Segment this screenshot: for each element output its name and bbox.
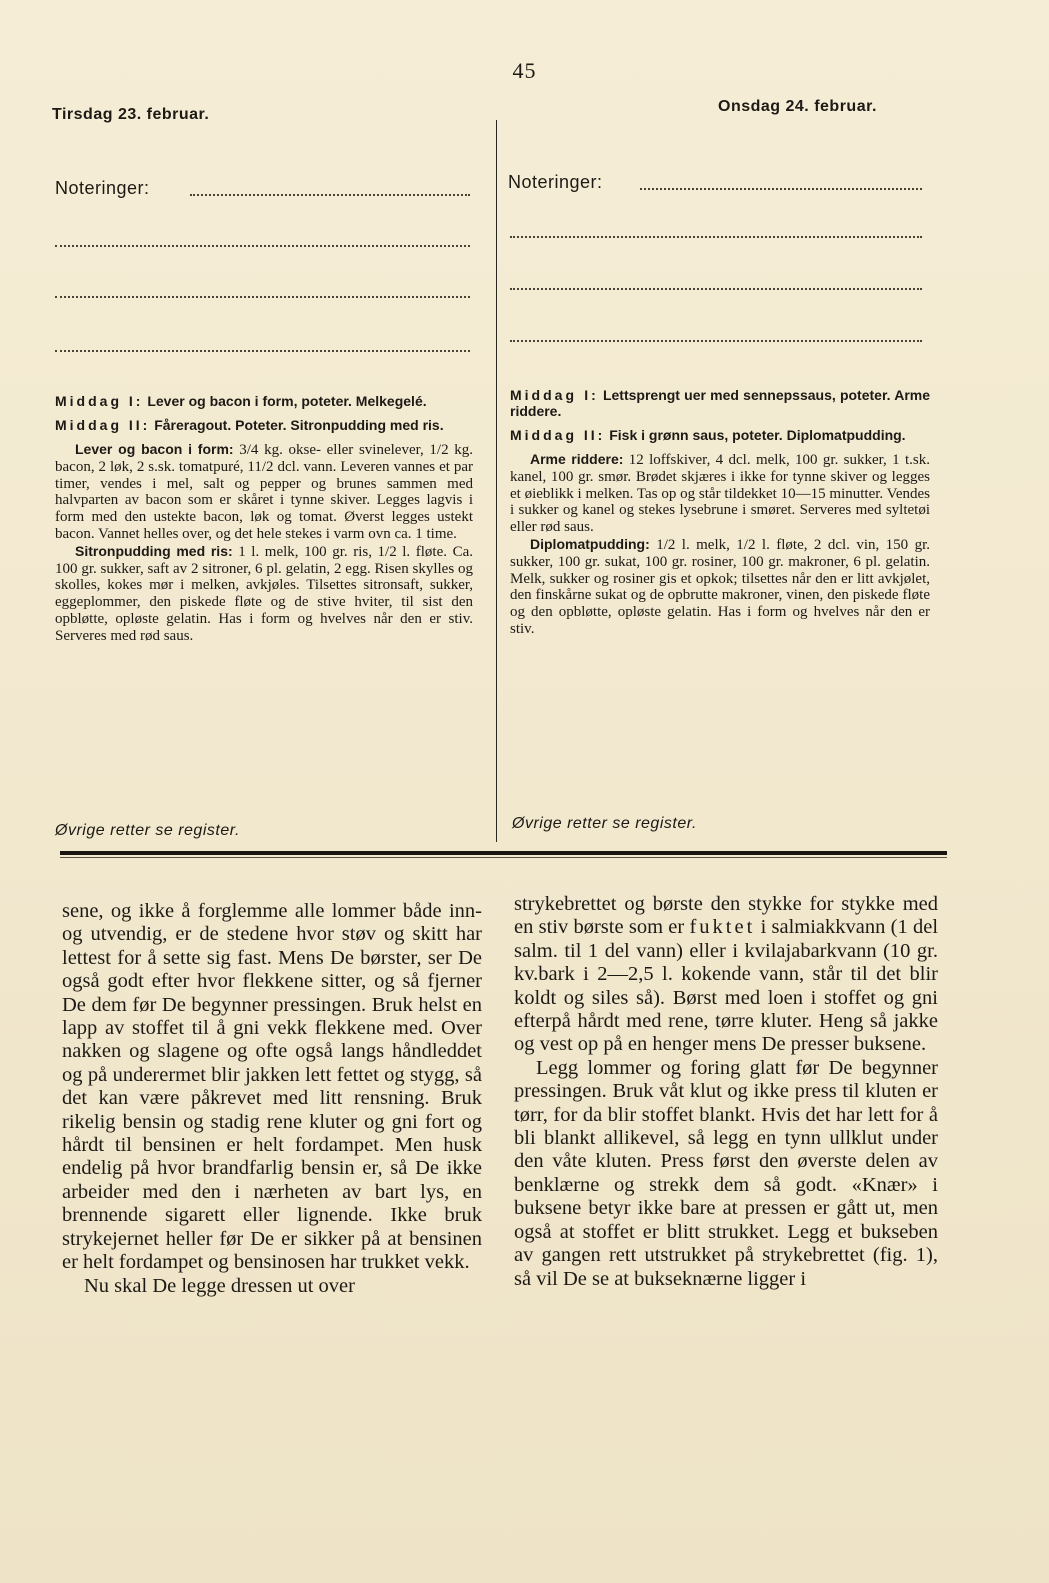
- right-notes-line-1: [640, 188, 922, 190]
- article-left-paragraph-2: Nu skal De legge dressen ut over: [84, 1274, 355, 1297]
- article-right-column: [514, 893, 938, 1291]
- left-notes-line-2: [55, 245, 470, 247]
- right-recipes: [510, 387, 930, 638]
- left-recipe-1: Lever og bacon i form: 3/4 kg. okse- eller svinelever, 1/2 kg. bacon, 2 løk, 2 s.sk. tomatpuré, 11/2 dcl. vann. Leveren vannes et par timer, vendes i mel, salt og pepper og brunes sammen med halvparten av bacon som er skåret i tynne skiver. Legges lagvis i form med den ustekte bacon, løk og tomat. Øverst legges ustekt bacon. Vannet helles over, og det hele stekes i varm ovn ca. 1 time.: [55, 441, 473, 542]
- article-right-paragraph-2: Legg lommer og foring glatt før De begynner pressingen. Bruk våt klut og ikke press til kluten er tørr, for da blir stoffet blankt. Hvis det har lett for å bli blankt allikevel, så legg en tynn ullklut under den våte kluten. Press først den øverste delen av benklærne og strekk dem så godt. «Knær» i buksene betyr ikke bare at pressen er gått ut, men også at stoffet er blitt strukket. Legg et bukseben av gangen rett utstrukket på strykebrettet (fig. 1), så vil De se at bukseknærne ligger i: [514, 1056, 938, 1290]
- right-notes-label: Noteringer:: [508, 172, 603, 192]
- article-right-paragraph-1: strykebrettet og børste den stykke for stykke med en stiv børste som er fuktet i salmiakkvann (1 del salm. til 1 del vann) eller i kvilajabarkvann (10 gr. kv.bark i 2—2,5 l. kokende vann, står til det blir koldt og siles så). Børst med loen i stoffet og gni efterpå hårdt med rene, tørre kluter. Heng så jakke og vest op på en henger mens De presser buksene.: [514, 893, 939, 1056]
- left-register-note: Øvrige retter se register.: [55, 822, 240, 839]
- left-recipes: [55, 393, 473, 645]
- left-middag-1: Middag I: Lever og bacon i form, poteter. Melkegelé.: [55, 393, 427, 409]
- right-notes-line-3: [510, 288, 922, 290]
- left-notes-line-4: [55, 350, 470, 352]
- column-divider: [496, 120, 497, 842]
- section-rule-thick: [60, 851, 947, 855]
- article-left-paragraph-1: sene, og ikke å forglemme alle lommer både inn- og utvendig, er de stedene hvor støv og skitt har lettest for å sette sig fast. Mens De børster, ser De også godt efter hvor flekkene sitter, og så fjerner De dem før De begynner pressingen. Bruk helst en lapp av stoffet til å gni vekk flekkene med. Over nakken og slagene og ofte også langs håndleddet og på underermet blir jakken lett fettet og stygg, så det kan være påkrevet med litt rensning. Bruk rikelig bensin og stadig rene kluter og gni fort og hårdt til bensinen er helt fordampet. Men husk endelig på hvor brandfarlig bensin er, så De ikke arbeider med den i nærheten av bart lys, en brennende sigarett eller lignende. Ikke bruk strykejernet heller før De er sikker på at bensinen er helt fordampet og bensinosen har trukket vekk.: [62, 900, 482, 1274]
- right-notes-line-4: [510, 340, 922, 342]
- right-day-heading: Onsdag 24. februar.: [718, 98, 877, 115]
- right-register-note: Øvrige retter se register.: [512, 815, 697, 832]
- page-number: 45: [512, 58, 537, 83]
- left-middag-2: Middag II: Fåreragout. Poteter. Sitronpudding med ris.: [55, 417, 444, 433]
- right-middag-1: Middag I: Lettsprengt uer med sennepssaus, poteter. Arme riddere.: [510, 387, 931, 419]
- section-rule-thin: [60, 857, 947, 858]
- left-notes-label: Noteringer:: [55, 178, 150, 198]
- left-day-heading: Tirsdag 23. februar.: [52, 106, 210, 123]
- emphasis-fuktet: fuktet: [689, 916, 756, 939]
- article-left-column: [62, 900, 482, 1298]
- right-middag-2: Middag II: Fisk i grønn saus, poteter. Diplomatpudding.: [510, 427, 906, 443]
- left-recipe-2: Sitronpudding med ris: 1 l. melk, 100 gr. ris, 1/2 l. fløte. Ca. 100 gr. sukker, saft av 2 sitroner, 6 pl. gelatin, 2 egg. Risen skylles og skolles, kokes mør i melken, avkjøles. Tilsettes sitronsaft, sukker, eggeplommer, den piskede fløte og de stive hviter, til sist den opbløtte, opløste gelatin. Has i form og hvelves når den er stiv. Serveres med rød saus.: [55, 542, 473, 644]
- right-recipe-1: Arme riddere: 12 loffskiver, 4 dcl. melk, 100 gr. sukker, 1 t.sk. kanel, 100 gr. smør. Brødet skjæres i ikke for tynne skiver og legges et øieblikk i melken. Tas op og står tildekket 10—15 minutter. Vendes i sukker og kanel og stekes lysebrune i smøret. Serveres med syltetøi eller rød saus.: [510, 451, 931, 536]
- left-notes-line-1: [190, 194, 470, 196]
- right-notes-line-2: [510, 236, 922, 238]
- left-notes-line-3: [55, 296, 470, 298]
- right-recipe-2: Diplomatpudding: 1/2 l. melk, 1/2 l. fløte, 2 dcl. vin, 150 gr. sukker, 100 gr. sukat, 100 gr. rosiner, 100 gr. makroner, 6 pl. gelatin. Melk, sukker og rosiner gis et opkok; tilsettes når den er litt avkjølet, den finskårne sukat og de opbrutte makroner, vinen, den piskede fløte og den opbløtte, opløste gelatin. Has i form og hvelves når den er stiv.: [510, 535, 931, 637]
